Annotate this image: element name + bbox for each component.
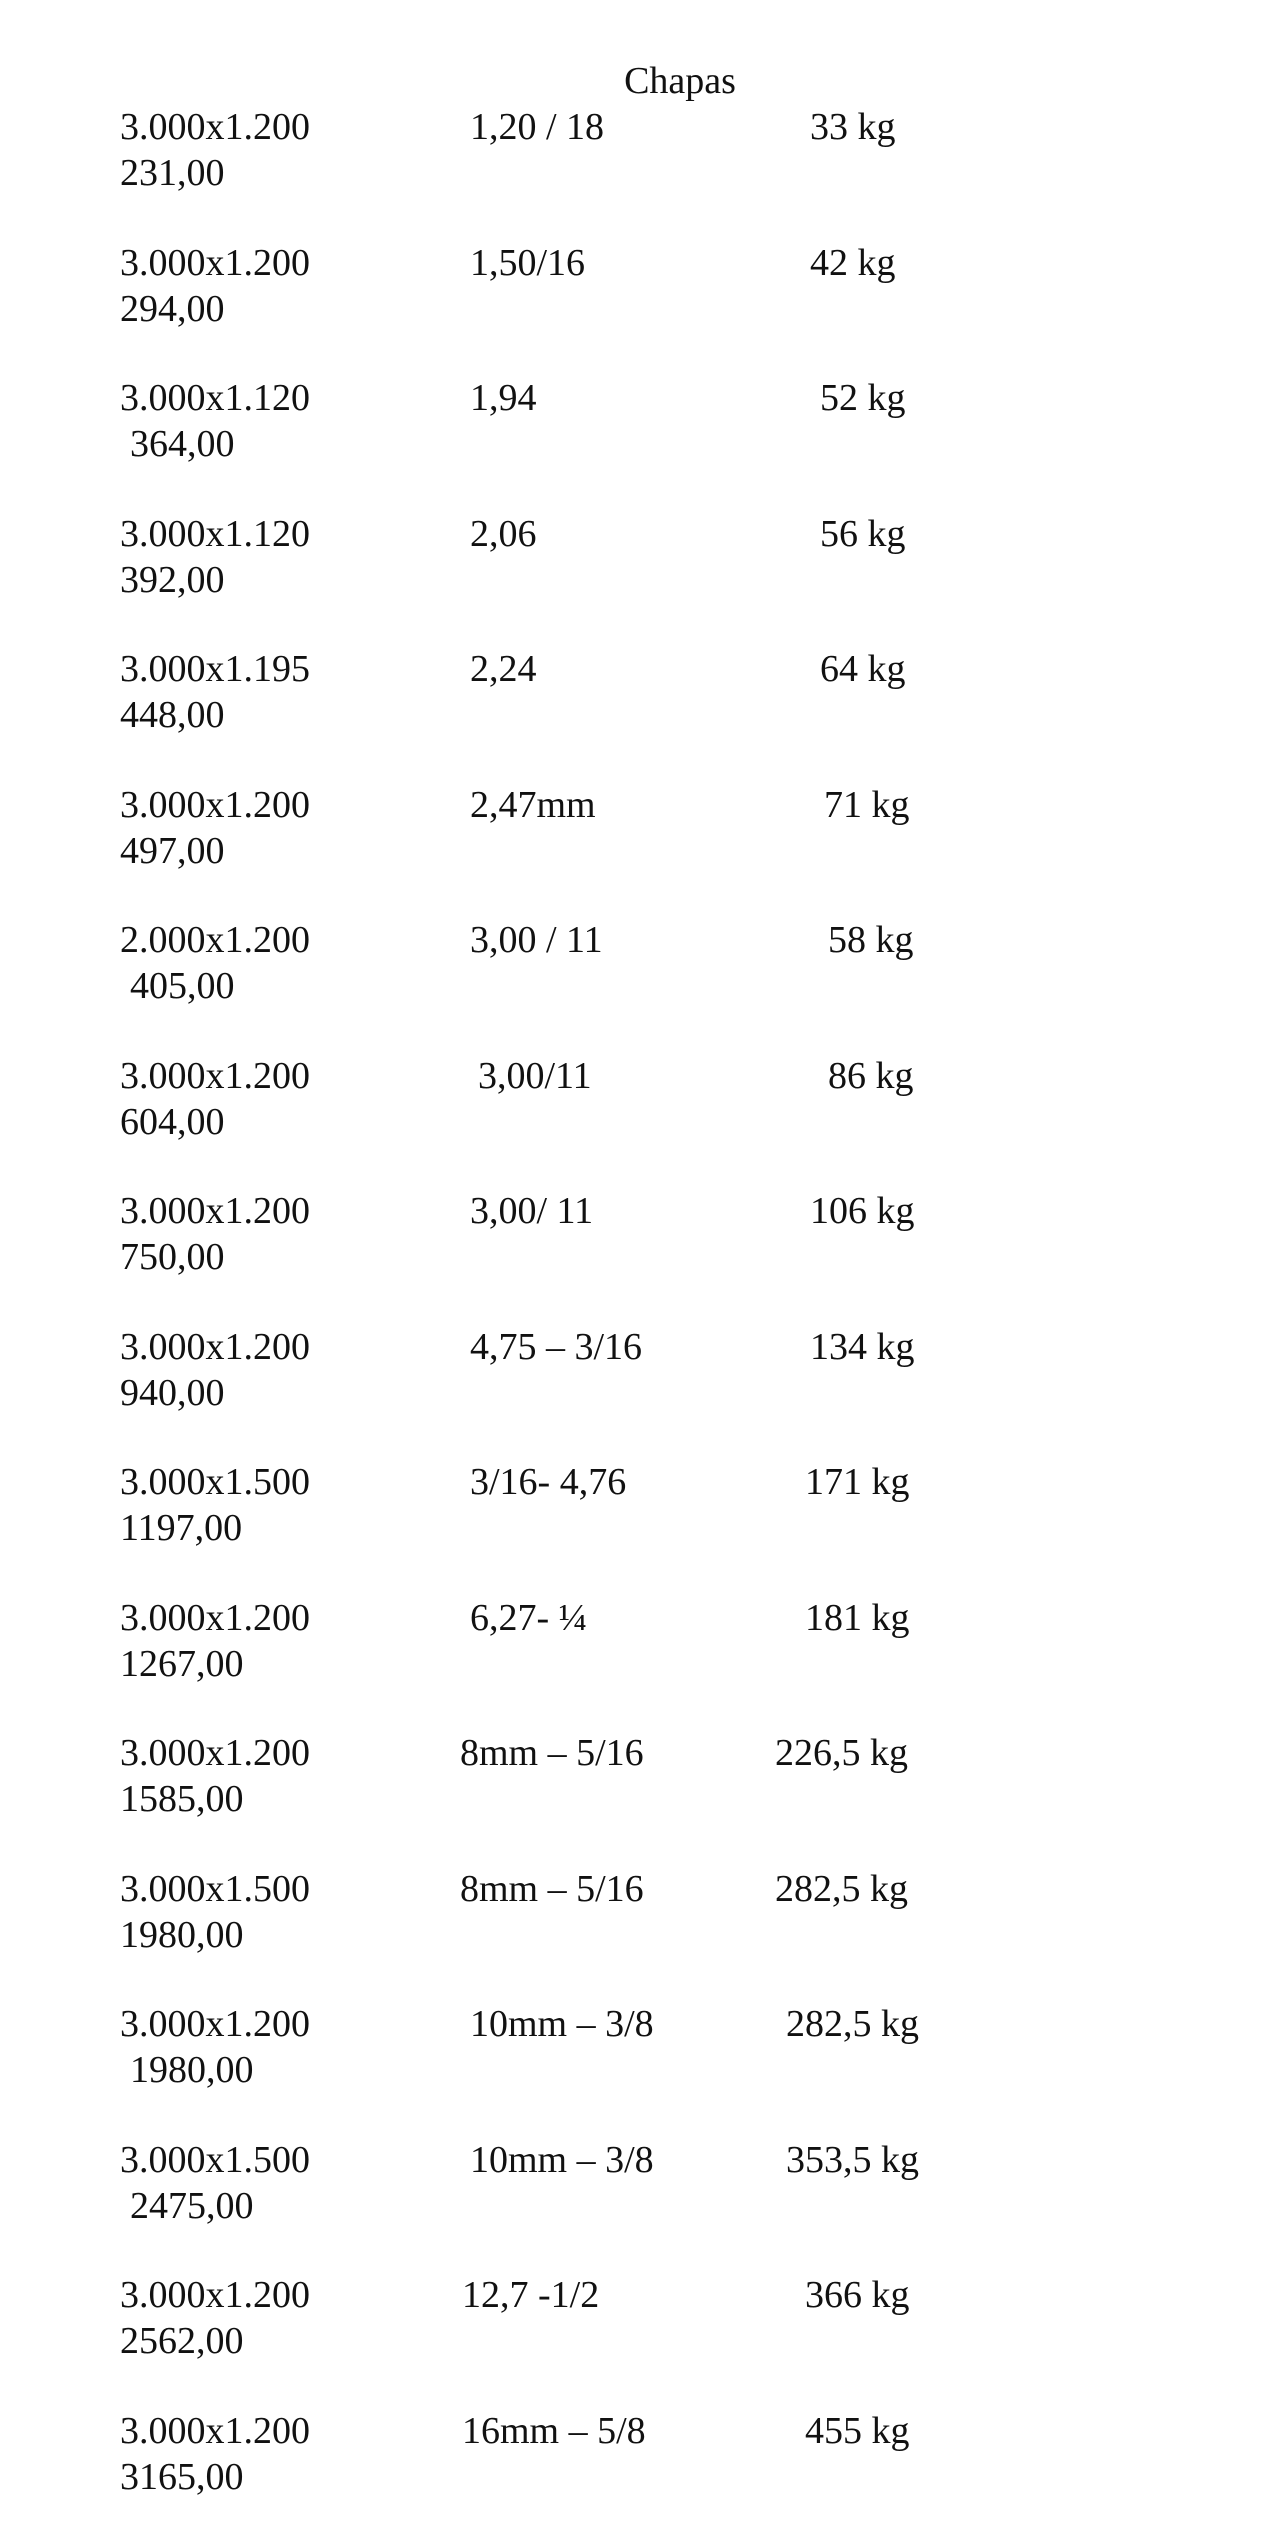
sheet-dimension: 2.000x1.200 (120, 919, 310, 961)
sheet-dimension: 3.000x1.200 (120, 1596, 310, 1639)
sheet-dimension: 3.000x1.200 (120, 2409, 310, 2452)
sheet-price: 750,00 (120, 1236, 225, 1278)
sheet-weight: 181 kg (805, 1596, 910, 1639)
sheet-row (0, 1324, 1280, 1444)
sheet-row (0, 782, 1280, 902)
sheet-price: 2475,00 (130, 2184, 254, 2227)
sheet-price: 448,00 (120, 694, 225, 736)
sheet-weight: 282,5 kg (786, 2003, 919, 2045)
sheet-price: 1980,00 (120, 1913, 244, 1956)
sheet-gauge: 3/16- 4,76 (470, 1461, 627, 1503)
sheet-row (0, 2272, 1280, 2392)
sheet-gauge: 10mm – 3/8 (470, 2003, 654, 2045)
sheet-dimension: 3.000x1.200 (120, 2003, 310, 2045)
sheet-dimension: 3.000x1.200 (120, 1325, 310, 1368)
sheet-gauge: 2,47mm (470, 783, 596, 826)
sheet-price: 940,00 (120, 1371, 225, 1414)
sheet-weight: 366 kg (805, 2274, 910, 2316)
sheet-price: 1980,00 (130, 2049, 254, 2091)
sheet-dimension: 3.000x1.200 (120, 1054, 310, 1097)
sheet-dimension: 3.000x1.200 (120, 106, 310, 148)
sheet-price: 3165,00 (120, 2455, 244, 2498)
sheet-row (0, 917, 1280, 1037)
sheet-price: 231,00 (120, 152, 225, 194)
sheet-dimension: 3.000x1.200 (120, 1732, 310, 1774)
sheet-weight: 71 kg (824, 783, 910, 826)
sheet-gauge: 1,94 (470, 377, 537, 419)
sheet-weight: 58 kg (828, 919, 914, 961)
sheet-weight: 106 kg (810, 1190, 915, 1232)
sheet-gauge: 3,00/11 (478, 1054, 592, 1097)
sheet-gauge: 12,7 -1/2 (462, 2274, 600, 2316)
sheet-weight: 282,5 kg (775, 1867, 908, 1910)
sheet-row (0, 2408, 1280, 2528)
page-title: Chapas (624, 60, 736, 102)
sheet-price: 604,00 (120, 1100, 225, 1143)
sheet-weight: 171 kg (805, 1461, 910, 1503)
sheet-row (0, 240, 1280, 360)
sheet-row (0, 104, 1280, 224)
sheet-price: 405,00 (130, 965, 235, 1007)
sheet-row (0, 1866, 1280, 1986)
sheet-gauge: 1,20 / 18 (470, 106, 605, 148)
sheet-weight: 226,5 kg (775, 1732, 908, 1774)
sheet-gauge: 16mm – 5/8 (462, 2409, 646, 2452)
sheet-dimension: 3.000x1.500 (120, 2138, 310, 2181)
sheet-row (0, 1459, 1280, 1579)
sheet-gauge: 8mm – 5/16 (460, 1732, 644, 1774)
sheet-weight: 64 kg (820, 648, 906, 690)
sheet-row (0, 1053, 1280, 1173)
sheet-price: 364,00 (130, 423, 235, 465)
sheet-price: 1197,00 (120, 1507, 243, 1549)
sheet-price: 294,00 (120, 287, 225, 330)
sheet-dimension: 3.000x1.500 (120, 1867, 310, 1910)
sheet-row (0, 1595, 1280, 1715)
sheet-gauge: 2,24 (470, 648, 537, 690)
sheet-price: 2562,00 (120, 2320, 244, 2362)
sheet-gauge: 3,00/ 11 (470, 1190, 594, 1232)
sheet-price: 392,00 (120, 558, 225, 601)
sheet-weight: 455 kg (805, 2409, 910, 2452)
sheet-gauge: 3,00 / 11 (470, 919, 603, 961)
sheet-dimension: 3.000x1.200 (120, 241, 310, 284)
sheet-weight: 52 kg (820, 377, 906, 419)
sheet-row (0, 1730, 1280, 1850)
sheet-gauge: 10mm – 3/8 (470, 2138, 654, 2181)
sheet-weight: 86 kg (828, 1054, 914, 1097)
sheet-price: 1585,00 (120, 1778, 244, 1820)
sheet-dimension: 3.000x1.500 (120, 1461, 310, 1503)
sheet-gauge: 2,06 (470, 512, 537, 555)
sheet-weight: 353,5 kg (786, 2138, 919, 2181)
sheet-dimension: 3.000x1.200 (120, 1190, 310, 1232)
sheet-row (0, 2137, 1280, 2257)
sheet-dimension: 3.000x1.200 (120, 2274, 310, 2316)
sheet-weight: 42 kg (810, 241, 896, 284)
sheet-dimension: 3.000x1.120 (120, 512, 310, 555)
sheet-dimension: 3.000x1.195 (120, 648, 310, 690)
sheet-price: 1267,00 (120, 1642, 244, 1685)
sheet-row (0, 375, 1280, 495)
sheet-price: 497,00 (120, 829, 225, 872)
sheet-weight: 134 kg (810, 1325, 915, 1368)
sheet-dimension: 3.000x1.200 (120, 783, 310, 826)
sheet-row (0, 511, 1280, 631)
sheet-gauge: 1,50/16 (470, 241, 586, 284)
sheet-dimension: 3.000x1.120 (120, 377, 310, 419)
sheet-gauge: 6,27- ¼ (470, 1596, 588, 1639)
sheet-row (0, 1188, 1280, 1308)
sheet-row (0, 2001, 1280, 2121)
sheet-gauge: 8mm – 5/16 (460, 1867, 644, 1910)
sheet-gauge: 4,75 – 3/16 (470, 1325, 643, 1368)
sheet-weight: 33 kg (810, 106, 896, 148)
sheet-weight: 56 kg (820, 512, 906, 555)
sheet-row (0, 646, 1280, 766)
